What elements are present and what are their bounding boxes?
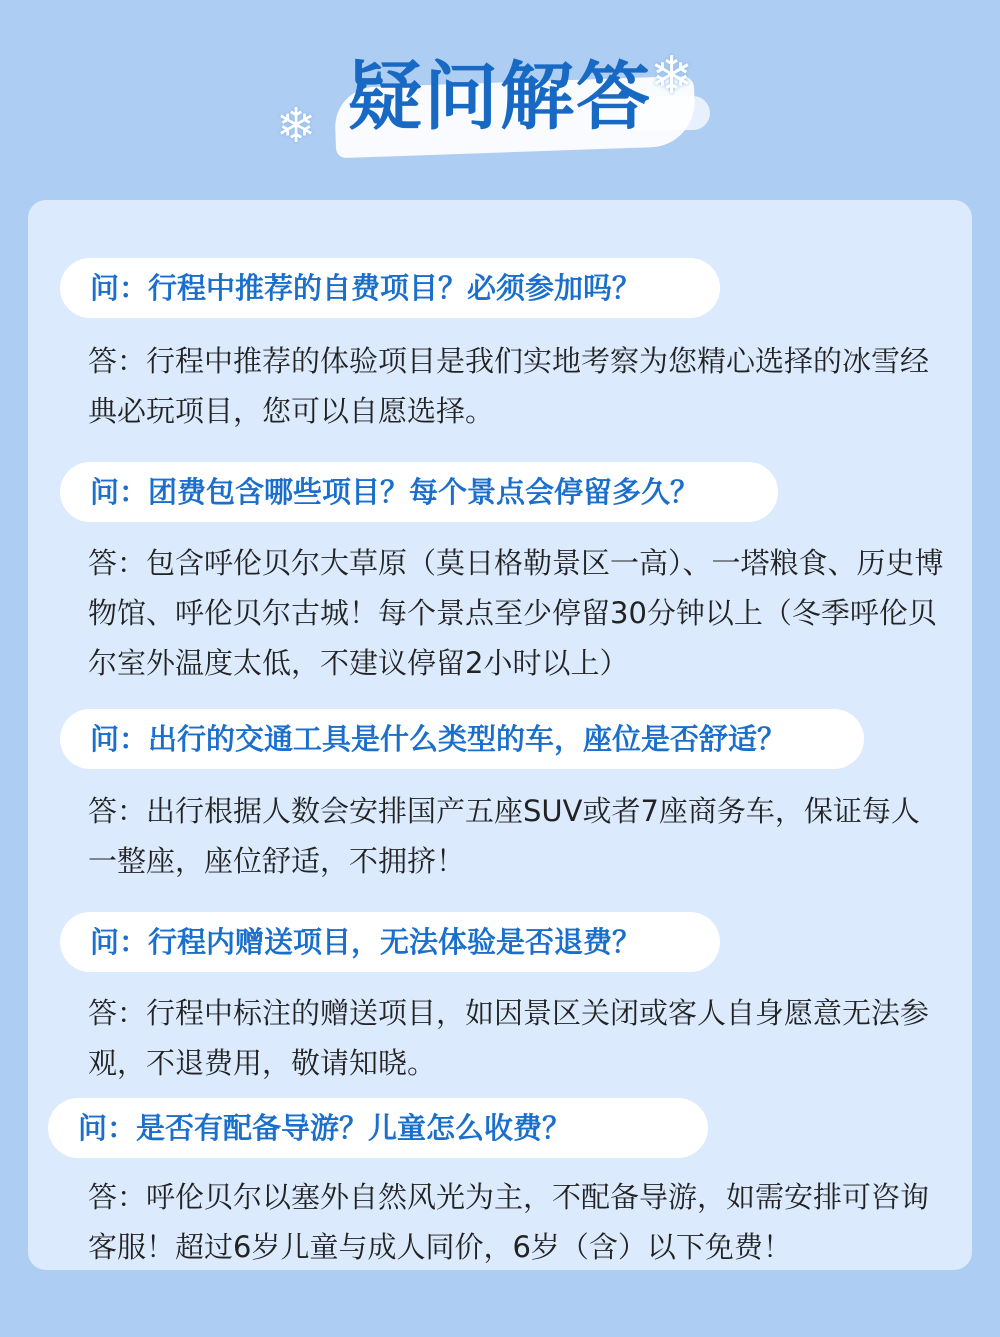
faq-answer: 答：包含呼伦贝尔大草原（莫日格勒景区一高）、一塔粮食、历史博物馆、呼伦贝尔古城！每个景点至少停留30分钟以上（冬季呼伦贝尔室外温度太低，不建议停留2小时以上） [88,546,944,680]
faq-answer: 答：出行根据人数会安排国产五座SUV或者7座商务车，保证每人一整座，座位舒适，不拥挤！ [88,794,920,878]
faq-question: 问：出行的交通工具是什么类型的车，座位是否舒适？ [60,709,864,769]
faq-answer: 答：行程中推荐的体验项目是我们实地考察为您精心选择的冰雪经典必玩项目，您可以自愿选择。 [88,344,930,428]
snowflake-icon: ❄ [276,98,317,154]
faq-question: 问：团费包含哪些项目？每个景点会停留多久？ [60,462,778,522]
snowflake-icon: ❄ [650,46,694,106]
header [0,0,1000,190]
faq-answer: 答：呼伦贝尔以塞外自然风光为主，不配备导游，如需安排可咨询客服！超过6岁儿童与成人同价，6岁（含）以下免费！ [88,1180,930,1264]
faq-question: 问：是否有配备导游？儿童怎么收费？ [48,1098,708,1158]
faq-question: 问：行程中推荐的自费项目？必须参加吗？ [60,258,720,318]
faq-question: 问：行程内赠送项目，无法体验是否退费？ [60,912,720,972]
faq-answer: 答：行程中标注的赠送项目，如因景区关闭或客人自身愿意无法参观，不退费用，敬请知晓。 [88,996,930,1080]
page-title: 疑问解答 [348,54,652,140]
